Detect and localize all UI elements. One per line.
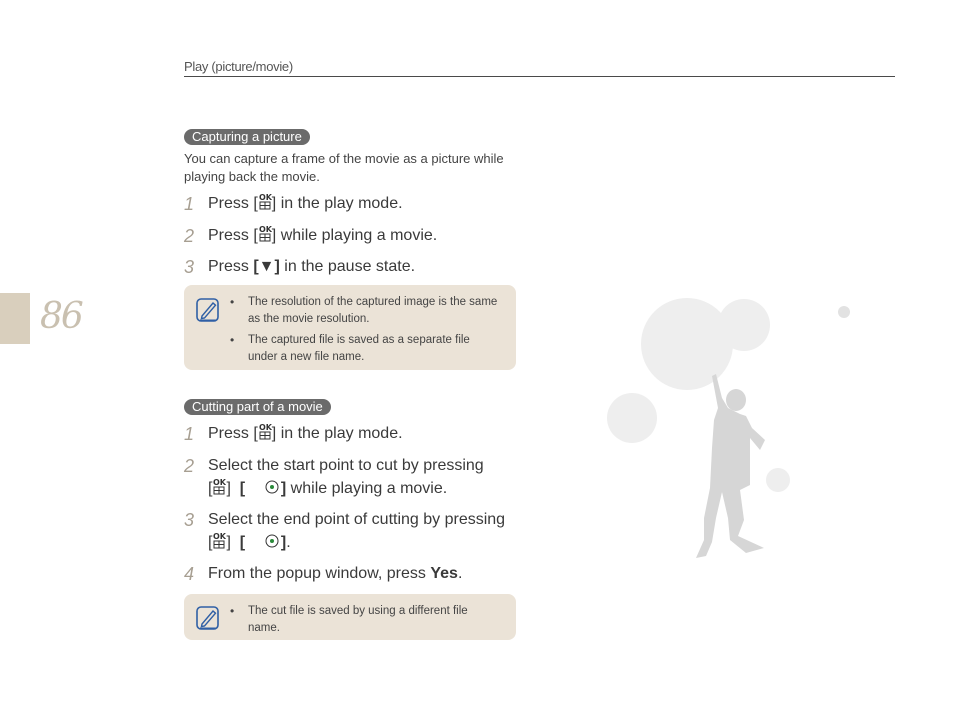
section-heading-cut: Cutting part of a movie bbox=[184, 399, 331, 415]
svg-text:OK: OK bbox=[258, 225, 272, 234]
step-text: Press [ bbox=[208, 227, 258, 244]
step-number: 2 bbox=[184, 456, 195, 476]
section-heading-capture: Capturing a picture bbox=[184, 129, 310, 145]
step-text: ] in the play mode. bbox=[271, 425, 403, 442]
step-text: Press [ bbox=[208, 195, 258, 212]
bubble bbox=[766, 468, 790, 492]
note-pencil-icon bbox=[196, 605, 220, 631]
svg-text:OK: OK bbox=[213, 532, 227, 541]
svg-text:OK: OK bbox=[213, 478, 227, 487]
step-text: Press [ bbox=[208, 425, 258, 442]
page-tab bbox=[0, 293, 30, 344]
note-item: • The captured file is saved as a separate file under a new file name. bbox=[230, 332, 498, 366]
note-list bbox=[230, 603, 498, 641]
step-text: From the popup window, press bbox=[208, 565, 431, 582]
boy-bubbles-illustration bbox=[600, 290, 860, 570]
svg-text:OK: OK bbox=[258, 193, 272, 202]
step-number: 2 bbox=[184, 226, 195, 246]
step-number: 1 bbox=[184, 194, 195, 214]
step-text: . bbox=[457, 565, 463, 582]
section-title: Play (picture/movie) bbox=[184, 59, 293, 74]
note-list bbox=[230, 294, 498, 370]
step-text: Press bbox=[208, 258, 254, 275]
step-text: Select the start point to cut by pressing bbox=[208, 457, 484, 474]
intro-text: You can capture a frame of the movie as a picture while playing back the movie. bbox=[184, 151, 504, 184]
step-text: in the pause state. bbox=[279, 258, 416, 275]
note-item: • The cut file is saved by using a different file name. bbox=[230, 603, 498, 637]
step-number: 3 bbox=[184, 510, 195, 530]
ok-button-icon bbox=[258, 423, 272, 440]
boy-silhouette bbox=[696, 374, 765, 558]
bubble bbox=[607, 393, 657, 443]
bubble bbox=[838, 306, 850, 318]
ok-button-icon bbox=[258, 193, 272, 210]
step-number: 3 bbox=[184, 257, 195, 277]
step-text: ] while playing a movie. bbox=[271, 227, 438, 244]
bubble bbox=[718, 299, 770, 351]
bubble bbox=[641, 298, 733, 390]
ok-button-icon bbox=[212, 478, 226, 495]
yes-label: Yes bbox=[430, 565, 458, 582]
ok-button-icon bbox=[212, 532, 226, 549]
ok-button-icon bbox=[258, 225, 272, 242]
dial-circle-icon bbox=[265, 534, 279, 548]
note-item: • The resolution of the captured image is the same as the movie resolution. bbox=[230, 294, 498, 328]
page-header bbox=[184, 58, 895, 77]
step-number: 1 bbox=[184, 424, 195, 444]
note-box bbox=[184, 594, 516, 640]
note-pencil-icon bbox=[196, 297, 220, 323]
step-number: 4 bbox=[184, 564, 195, 584]
step-text: ] in the play mode. bbox=[271, 195, 403, 212]
page-number: 86 bbox=[40, 296, 82, 337]
step-text: . bbox=[286, 534, 291, 551]
down-button-label: [▼] bbox=[253, 258, 280, 275]
svg-text:OK: OK bbox=[258, 423, 272, 432]
note-box bbox=[184, 285, 516, 370]
step-text: while playing a movie. bbox=[286, 480, 448, 497]
dial-circle-icon bbox=[265, 480, 279, 494]
step-text: Select the end point of cutting by pressing bbox=[208, 511, 506, 528]
